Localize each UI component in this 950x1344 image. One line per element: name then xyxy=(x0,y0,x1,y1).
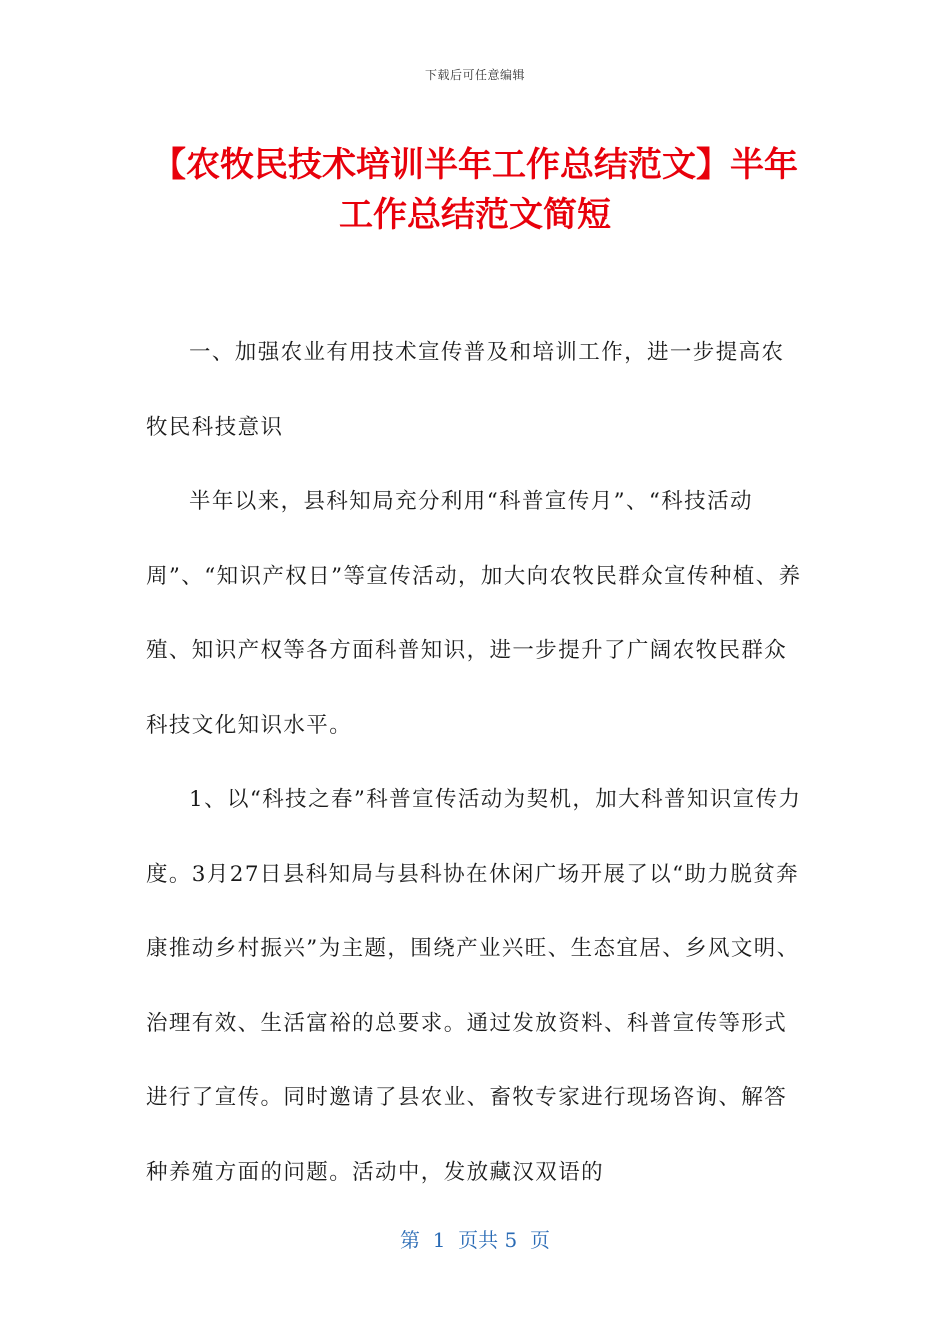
page-number-footer: 第 1 页共 5 页 xyxy=(400,1228,550,1252)
document-title: 【农牧民技术培训半年工作总结范文】半年工作总结范文简短 xyxy=(152,145,798,235)
body-paragraph: 1、以“科技之春”科普宣传活动为契机，加大科普知识宣传力度。3月27日县科知局与县科协在休闲广场开展了以“助力脱贫奔康推动乡村振兴”为主题，围绕产业兴旺、生态宜居、乡风文明、治理有效、生活富裕的总要求。通过发放资料、科普宣传等形式进行了宣传。同时邀请了县农业、畜牧专家进行现场咨询、解答种养殖方面的问题。活动中，发放藏汉双语的 xyxy=(146,787,802,1185)
section-heading-paragraph: 一、加强农业有用技术宣传普及和培训工作，进一步提高农牧民科技意识 xyxy=(146,340,785,440)
body-paragraph: 半年以来，县科知局充分利用“科普宣传月”、“科技活动周”、“知识产权日”等宣传活动，加大向农牧民群众宣传种植、养殖、知识产权等各方面科普知识，进一步提升了广阔农牧民群众科技文化知识水平。 xyxy=(146,489,802,738)
page-header-note: 下载后可任意编辑 xyxy=(424,68,525,82)
document-body xyxy=(146,316,806,1210)
